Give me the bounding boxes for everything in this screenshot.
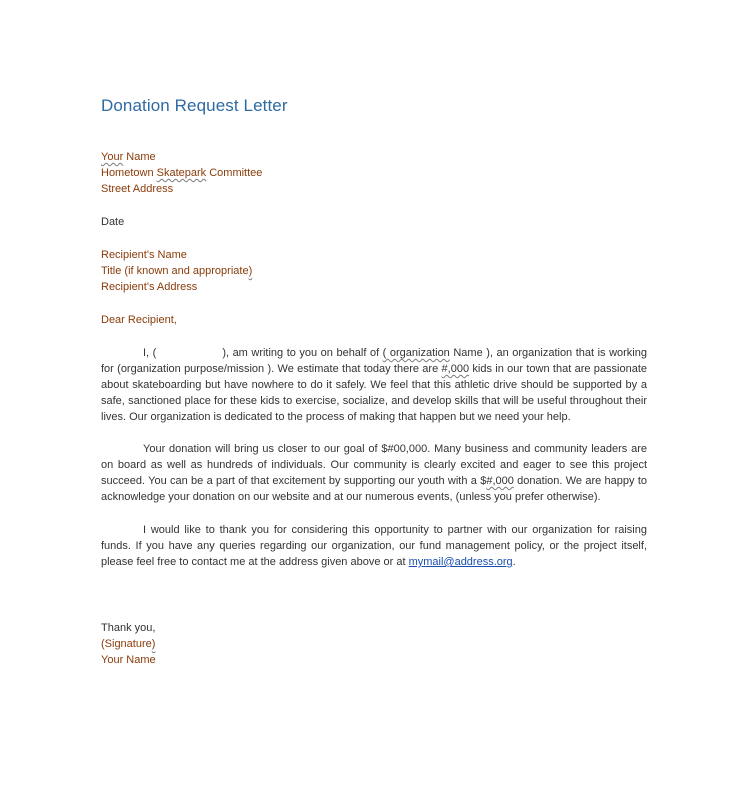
body-paragraph-3 (101, 522, 647, 570)
sender-street: Street Address (101, 183, 174, 195)
closing-signature-text: (Signature (101, 638, 152, 650)
p2-c: donation. We are happy to acknowledge your donation on our website and at our numerous events, (unless you prefer otherwise). (101, 475, 647, 503)
p3-end: . (512, 556, 516, 568)
recipient-title-text: Title (if known and appropriate (101, 265, 249, 277)
sender-committee-a: Hometown (101, 167, 157, 179)
sender-name-first: Your (101, 151, 124, 163)
p1-f: kids in our town that are passionate about skateboarding but have nowhere to do it safely. We feel that this athletic drive should be supported by a safe, sanctioned place for these kids to exercise, socialize, and develop skills that will be useful throughout their lives. Our organization is dedicated to the process of making that happen but we need your help. (101, 363, 647, 423)
sender-committee-c: Committee (206, 167, 263, 179)
recipient-title-close: ) (248, 265, 253, 277)
p1-d: Name ), an organization that is working for (organization purpose/mission ). We estimate that today there are (101, 347, 647, 375)
p3-a: I would like to thank you for considering this opportunity to partner with our organization for raising funds. If you have any queries regarding our organization, our fund management policy, or the project itself, please feel free to contact me at the address given above or at (101, 524, 647, 568)
p2-a: Your donation will bring us closer to our goal of $#00,000. Many business and community leaders are on board as well as hundreds of individuals. Our community is clearly excited and eager to see this project succeed. You can be a part of that excitement by supporting our youth with a $ (101, 443, 647, 487)
closing-thanks: Thank you, (101, 622, 156, 634)
recipient-title (101, 263, 252, 279)
recipient-address: Recipient's Address (101, 281, 198, 293)
p1-c: ( organization (382, 347, 450, 359)
recipient-name: Recipient's Name (101, 249, 187, 261)
p1-a: I, ( (143, 347, 157, 359)
body-paragraph-1 (101, 345, 647, 425)
p1-e: #,000 (441, 363, 470, 375)
p2-b: #,000 (486, 475, 514, 487)
salutation: Dear Recipient, (101, 314, 177, 326)
body-paragraph-2 (101, 441, 647, 505)
closing-name: Your Name (101, 654, 156, 666)
sender-committee-b: Skatepark (156, 167, 207, 179)
closing-signature (101, 636, 155, 652)
letter-title: Donation Request Letter (101, 96, 288, 115)
sender-committee (101, 165, 262, 181)
closing-signature-close: ) (151, 638, 156, 650)
sender-name (101, 149, 156, 165)
letter-date: Date (101, 216, 125, 228)
sender-name-rest: Name (123, 151, 156, 163)
email-link[interactable]: mymail@address.org (408, 556, 513, 568)
p1-b: ), am writing to you on behalf of (222, 347, 383, 359)
